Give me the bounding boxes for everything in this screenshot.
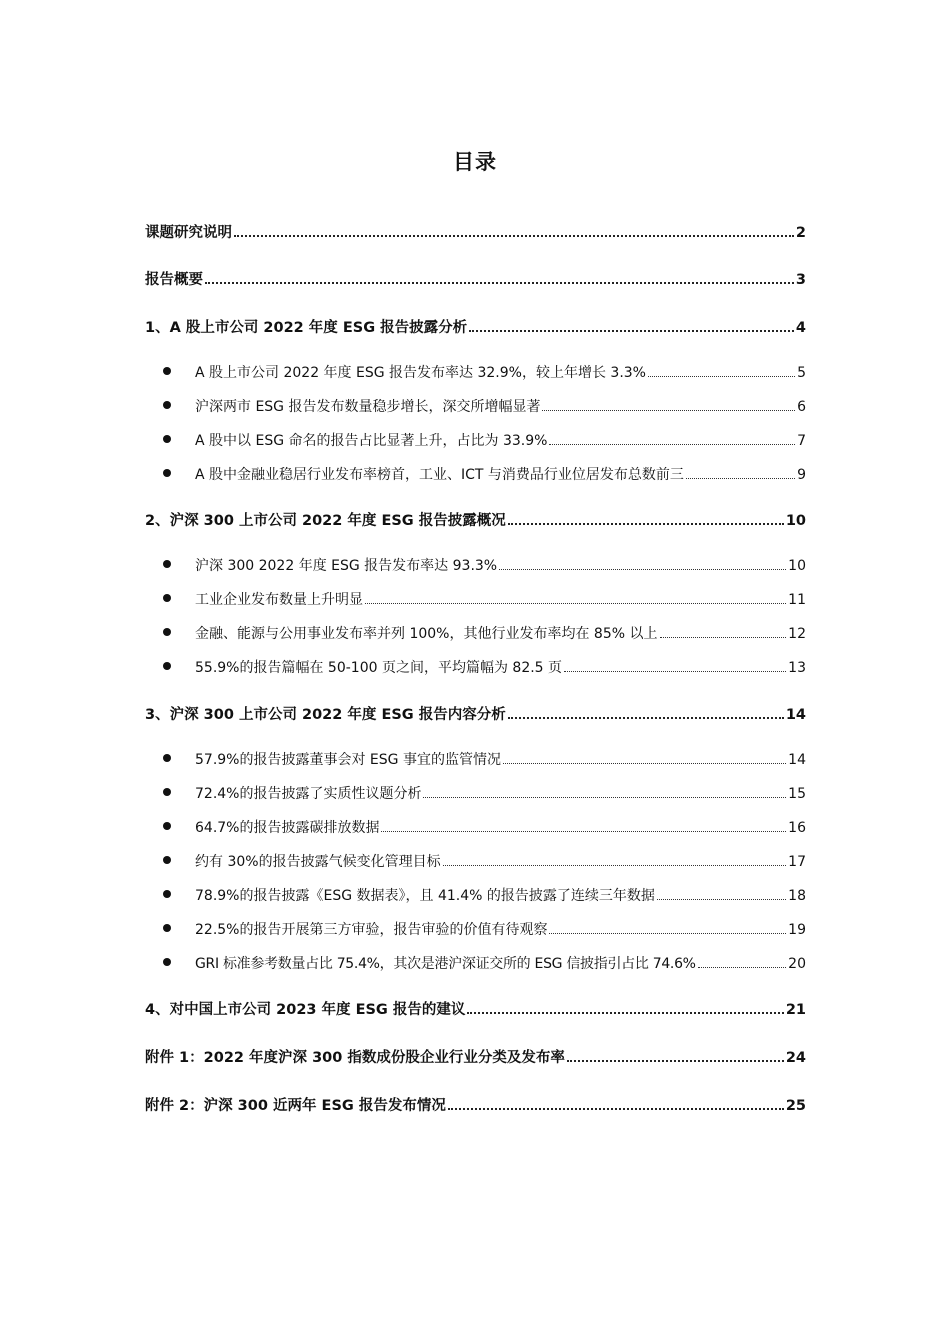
dot-leader: [499, 557, 786, 570]
dot-leader: [542, 398, 795, 411]
toc-subentry[interactable]: [163, 556, 806, 576]
toc-entry-page: 2: [795, 225, 806, 241]
toc-entry-page: 21: [785, 1002, 806, 1018]
dot-leader: [567, 1048, 784, 1062]
dot-leader: [549, 432, 795, 445]
toc-entry[interactable]: [145, 1048, 806, 1068]
bullet-icon: [163, 594, 171, 602]
toc-entry-label: 沪深两市 ESG 报告发布数量稳步增长，深交所增幅显著: [195, 399, 541, 415]
toc-entry-page: 14: [788, 752, 806, 768]
toc-entry-page: 18: [788, 888, 806, 904]
dot-leader: [448, 1096, 784, 1110]
toc-entry-page: 13: [788, 660, 806, 676]
toc-entry-page: 16: [788, 820, 806, 836]
bullet-icon: [163, 662, 171, 670]
dot-leader: [564, 659, 786, 672]
toc-entry[interactable]: [145, 318, 806, 338]
bullet-icon: [163, 401, 171, 409]
toc-entry-page: 25: [785, 1098, 806, 1114]
toc-entry-page: 19: [788, 922, 806, 938]
dot-leader: [686, 466, 795, 479]
toc-entry-page: 12: [788, 626, 806, 642]
toc-subentry[interactable]: [163, 431, 806, 451]
toc-entry-label: A 股中金融业稳居行业发布率榜首，工业、ICT 与消费品行业位居发布总数前三: [195, 467, 684, 483]
dot-leader: [549, 921, 786, 934]
toc-entry-label: 工业企业发布数量上升明显: [195, 592, 363, 608]
bullet-icon: [163, 469, 171, 477]
toc-subentry[interactable]: [163, 624, 806, 644]
bullet-icon: [163, 924, 171, 932]
bullet-icon: [163, 856, 171, 864]
toc-subentry[interactable]: [163, 954, 806, 974]
dot-leader: [205, 270, 794, 284]
toc-entry-page: 4: [795, 320, 806, 336]
toc-subentry[interactable]: [163, 784, 806, 804]
toc-title: 目录: [453, 150, 497, 174]
toc-entry-page: 3: [795, 272, 806, 288]
dot-leader: [423, 785, 786, 798]
bullet-icon: [163, 822, 171, 830]
bullet-icon: [163, 890, 171, 898]
toc-entry-page: 5: [797, 365, 806, 381]
dot-leader: [508, 511, 784, 525]
toc-subentry[interactable]: [163, 465, 806, 485]
toc-entry-page: 6: [797, 399, 806, 415]
toc-entry-label: A 股中以 ESG 命名的报告占比显著上升，占比为 33.9%: [195, 433, 548, 449]
toc-entry-page: 11: [788, 592, 806, 608]
toc-entry-label: 78.9%的报告披露《ESG 数据表》，且 41.4% 的报告披露了连续三年数据: [195, 888, 655, 904]
toc-entry-label: 课题研究说明: [145, 225, 232, 241]
toc-entry-label: 附件 2：沪深 300 近两年 ESG 报告发布情况: [145, 1098, 446, 1114]
dot-leader: [660, 625, 787, 638]
toc-entry-label: 附件 1：2022 年度沪深 300 指数成份股企业行业分类及发布率: [145, 1050, 565, 1066]
toc-entry-label: 金融、能源与公用事业发布率并列 100%，其他行业发布率均在 85% 以上: [195, 626, 658, 642]
toc-entry[interactable]: [145, 511, 806, 531]
toc-entry-label: 报告概要: [145, 272, 203, 288]
toc-entry[interactable]: [145, 1096, 806, 1116]
bullet-icon: [163, 435, 171, 443]
toc-entry-page: 9: [797, 467, 806, 483]
toc-entry-page: 17: [788, 854, 806, 870]
bullet-icon: [163, 788, 171, 796]
toc-entry-label: 72.4%的报告披露了实质性议题分析: [195, 786, 422, 802]
bullet-icon: [163, 560, 171, 568]
dot-leader: [508, 705, 784, 719]
toc-entry-page: 10: [785, 513, 806, 529]
toc-entry-page: 14: [785, 707, 806, 723]
toc-entry[interactable]: [145, 705, 806, 725]
toc-entry-label: 1、A 股上市公司 2022 年度 ESG 报告披露分析: [145, 320, 468, 336]
dot-leader: [657, 887, 786, 900]
toc-subentry[interactable]: [163, 397, 806, 417]
toc-entry-page: 7: [797, 433, 806, 449]
dot-leader: [467, 1000, 783, 1014]
toc-entry[interactable]: [145, 1000, 806, 1020]
toc-subentry[interactable]: [163, 750, 806, 770]
toc-entry[interactable]: [145, 223, 806, 243]
bullet-icon: [163, 367, 171, 375]
toc-entry-label: 约有 30%的报告披露气候变化管理目标: [195, 854, 441, 870]
toc-entry-page: 15: [788, 786, 806, 802]
toc-entry[interactable]: [145, 270, 806, 290]
toc-entry-label: 57.9%的报告披露董事会对 ESG 事宜的监管情况: [195, 752, 501, 768]
dot-leader: [469, 318, 794, 332]
toc-entry-page: 24: [785, 1050, 806, 1066]
toc-entry-label: 55.9%的报告篇幅在 50-100 页之间，平均篇幅为 82.5 页: [195, 660, 563, 676]
dot-leader: [648, 364, 795, 377]
toc-entry-label: 3、沪深 300 上市公司 2022 年度 ESG 报告内容分析: [145, 707, 506, 723]
toc-subentry[interactable]: [163, 363, 806, 383]
toc-subentry[interactable]: [163, 886, 806, 906]
toc-subentry[interactable]: [163, 920, 806, 940]
dot-leader: [381, 819, 786, 832]
dot-leader: [365, 591, 786, 604]
toc-entry-label: 22.5%的报告开展第三方审验，报告审验的价值有待观察: [195, 922, 548, 938]
dot-leader: [698, 955, 786, 968]
bullet-icon: [163, 628, 171, 636]
bullet-icon: [163, 958, 171, 966]
toc-entry-page: 20: [788, 956, 806, 972]
dot-leader: [443, 853, 787, 866]
toc-subentry[interactable]: [163, 818, 806, 838]
toc-entry-label: GRI 标准参考数量占比 75.4%，其次是港沪深证交所的 ESG 信披指引占比 74.6%: [195, 956, 696, 972]
dot-leader: [503, 751, 786, 764]
toc-entry-label: 4、对中国上市公司 2023 年度 ESG 报告的建议: [145, 1002, 466, 1018]
toc-subentry[interactable]: [163, 590, 806, 610]
toc-subentry[interactable]: [163, 658, 806, 678]
toc-entry-label: 64.7%的报告披露碳排放数据: [195, 820, 380, 836]
toc-entry-label: 沪深 300 2022 年度 ESG 报告发布率达 93.3%: [195, 558, 498, 574]
dot-leader: [234, 223, 794, 237]
toc-entry-page: 10: [788, 558, 806, 574]
toc-subentry[interactable]: [163, 852, 806, 872]
toc-entry-label: 2、沪深 300 上市公司 2022 年度 ESG 报告披露概况: [145, 513, 506, 529]
bullet-icon: [163, 754, 171, 762]
toc-entry-label: A 股上市公司 2022 年度 ESG 报告发布率达 32.9%，较上年增长 3.3%: [195, 365, 646, 381]
